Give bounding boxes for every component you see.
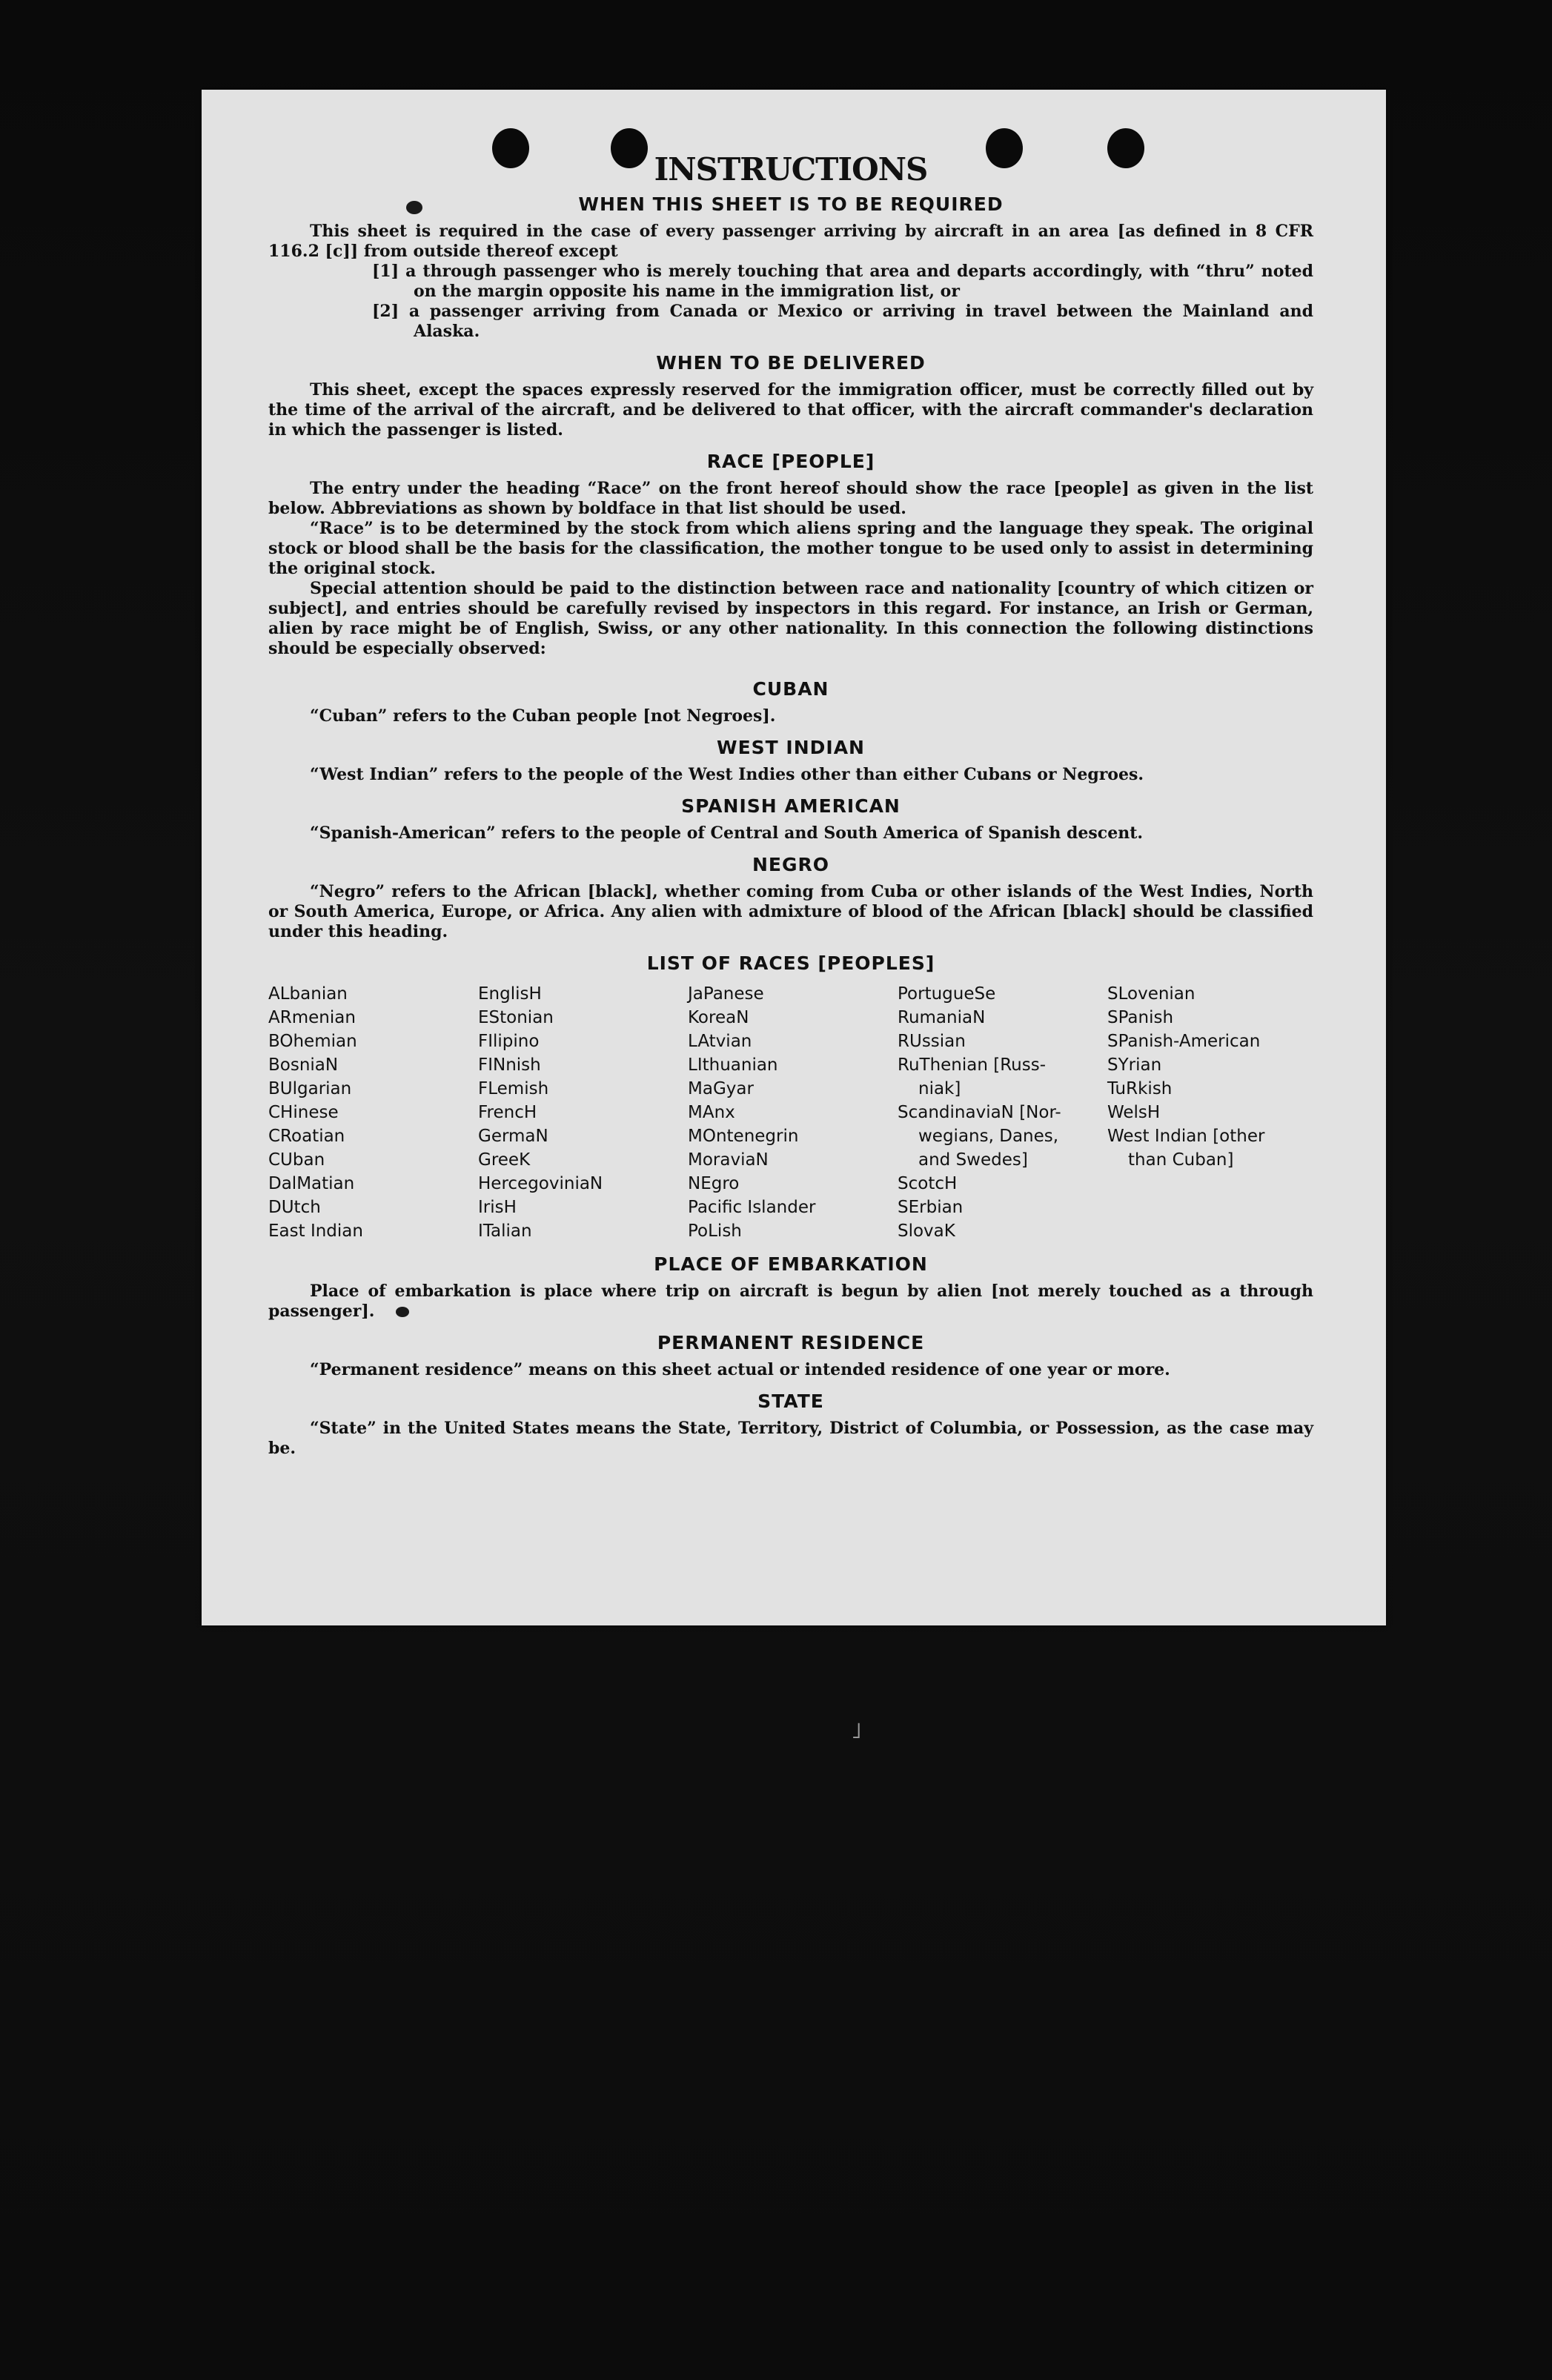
ink-smudge bbox=[406, 201, 422, 214]
race-entry: MAnx bbox=[688, 1103, 735, 1122]
scan-artifact: ˩ bbox=[851, 1718, 862, 1744]
west-indian-text: “West Indian” refers to the people of the West Indies other than either Cubans or Negroes. bbox=[310, 765, 1144, 784]
race-entry: BosniaN bbox=[268, 1055, 339, 1075]
embarkation-text: Place of embarkation is place where trip on aircraft is begun by alien [not merely touched as a through passenger]. bbox=[268, 1282, 1313, 1321]
race-entry: FIlipino bbox=[478, 1032, 540, 1051]
state-text: “State” in the United States means the State, Territory, District of Columbia, or Possession, as the case may be. bbox=[268, 1419, 1313, 1458]
heading-negro: NEGRO bbox=[752, 854, 830, 875]
heading-permanent-residence: PERMANENT RESIDENCE bbox=[657, 1332, 925, 1353]
race-entry: LAtvian bbox=[688, 1032, 752, 1051]
when-required-item-1: [1] a through passenger who is merely touching that area and departs accordingly, with “thru” noted on the margin opposite his name in the immigration list, or bbox=[372, 262, 1313, 301]
race-entry: JaPanese bbox=[688, 984, 764, 1004]
race-entry: GreeK bbox=[478, 1150, 531, 1170]
race-entry: ALbanian bbox=[268, 984, 348, 1004]
race-entry: LIthuanian bbox=[688, 1055, 778, 1075]
race-entry: DalMatian bbox=[268, 1174, 355, 1193]
heading-race: RACE [PEOPLE] bbox=[706, 451, 875, 472]
race-entry-continued: than Cuban] bbox=[1128, 1150, 1234, 1170]
race-entry: CHinese bbox=[268, 1103, 339, 1122]
race-entry: IrisH bbox=[478, 1198, 517, 1217]
race-entry: SErbian bbox=[898, 1198, 964, 1217]
race-entry: MaGyar bbox=[688, 1079, 754, 1098]
heading-when-delivered: WHEN TO BE DELIVERED bbox=[656, 352, 926, 374]
race-entry: SLovenian bbox=[1107, 984, 1195, 1004]
when-required-item-2: [2] a passenger arriving from Canada or Mexico or arriving in travel between the Mainland and Alaska. bbox=[372, 302, 1313, 341]
heading-spanish-american: SPANISH AMERICAN bbox=[681, 795, 901, 817]
race-entry-continued: and Swedes] bbox=[918, 1150, 1028, 1170]
race-entry: SPanish bbox=[1107, 1008, 1174, 1027]
race-entry: WelsH bbox=[1107, 1103, 1161, 1122]
race-entry: GermaN bbox=[478, 1127, 548, 1146]
races-column-1 bbox=[268, 982, 478, 1243]
race-entry: EnglisH bbox=[478, 984, 542, 1004]
heading-place-of-embarkation: PLACE OF EMBARKATION bbox=[654, 1253, 928, 1275]
race-entry: ScotcH bbox=[898, 1174, 958, 1193]
race-paragraph-2: “Race” is to be determined by the stock from which aliens spring and the language they speak. The original stock or blood shall be the basis for the classification, the mother tongue to be used only to assist in determining the original stock. bbox=[268, 519, 1313, 578]
races-list bbox=[268, 982, 1313, 1243]
race-entry: PortugueSe bbox=[898, 984, 996, 1004]
race-entry: EStonian bbox=[478, 1008, 554, 1027]
races-column-5 bbox=[1107, 982, 1317, 1243]
race-paragraph-3: Special attention should be paid to the distinction between race and nationality [country of which citizen or subject], and entries should be carefully revised by inspectors in this regard. For instance, an Irish or German, alien by race might be of English, Swiss, or any other nationality. In this connection the following distinctions should be especially observed: bbox=[268, 579, 1313, 658]
race-entry: Pacific Islander bbox=[688, 1198, 816, 1217]
race-entry: FLemish bbox=[478, 1079, 549, 1098]
race-entry: TuRkish bbox=[1107, 1079, 1173, 1098]
race-entry: MoraviaN bbox=[688, 1150, 769, 1170]
races-column-4 bbox=[898, 982, 1107, 1243]
race-entry: CRoatian bbox=[268, 1127, 345, 1146]
document-page bbox=[202, 90, 1386, 1625]
heading-west-indian: WEST INDIAN bbox=[717, 737, 865, 758]
race-entry: West Indian [other bbox=[1107, 1127, 1265, 1146]
race-entry: DUtch bbox=[268, 1198, 321, 1217]
race-entry: KoreaN bbox=[688, 1008, 749, 1027]
race-entry: HercegoviniaN bbox=[478, 1174, 603, 1193]
race-entry: ARmenian bbox=[268, 1008, 356, 1027]
race-entry: NEgro bbox=[688, 1174, 740, 1193]
heading-list-of-races: LIST OF RACES [PEOPLES] bbox=[646, 952, 935, 974]
heading-when-required: WHEN THIS SHEET IS TO BE REQUIRED bbox=[578, 193, 1004, 215]
heading-state: STATE bbox=[757, 1390, 824, 1412]
when-delivered-text: This sheet, except the spaces expressly reserved for the immigration officer, must be correctly filled out by the time of the arrival of the aircraft, and be delivered to that officer, with the aircraft commander's declaration in which the passenger is listed. bbox=[268, 380, 1313, 440]
page-title: INSTRUCTIONS bbox=[654, 151, 928, 188]
race-entry: FrencH bbox=[478, 1103, 537, 1122]
race-entry: PoLish bbox=[688, 1222, 742, 1241]
races-column-2 bbox=[478, 982, 688, 1243]
race-entry: ITalian bbox=[478, 1222, 532, 1241]
race-entry-continued: wegians, Danes, bbox=[918, 1127, 1059, 1146]
race-paragraph-1: The entry under the heading “Race” on the front hereof should show the race [people] as given in the list below. Abbreviations as shown by boldface in that list should be used. bbox=[268, 479, 1313, 518]
race-entry: BUlgarian bbox=[268, 1079, 352, 1098]
races-column-3 bbox=[688, 982, 898, 1243]
punch-hole bbox=[986, 128, 1023, 168]
race-entry-continued: niak] bbox=[918, 1079, 961, 1098]
punch-hole bbox=[492, 128, 529, 168]
permanent-residence-text: “Permanent residence” means on this sheet actual or intended residence of one year or more. bbox=[310, 1360, 1170, 1379]
punch-hole bbox=[1107, 128, 1144, 168]
ink-smudge bbox=[396, 1307, 409, 1317]
race-entry: RumaniaN bbox=[898, 1008, 986, 1027]
race-entry: SYrian bbox=[1107, 1055, 1162, 1075]
negro-text: “Negro” refers to the African [black], whether coming from Cuba or other islands of the West Indies, North or South America, Europe, or Africa. Any alien with admixture of blood of the African [black] should be classified under this heading. bbox=[268, 882, 1313, 941]
cuban-text: “Cuban” refers to the Cuban people [not Negroes]. bbox=[310, 706, 776, 726]
race-entry: MOntenegrin bbox=[688, 1127, 799, 1146]
race-entry: FINnish bbox=[478, 1055, 541, 1075]
punch-hole bbox=[611, 128, 648, 168]
race-entry: RUssian bbox=[898, 1032, 966, 1051]
race-entry: SlovaK bbox=[898, 1222, 955, 1241]
race-entry: CUban bbox=[268, 1150, 325, 1170]
race-entry: SPanish-American bbox=[1107, 1032, 1261, 1051]
when-required-intro: This sheet is required in the case of every passenger arriving by aircraft in an area [as defined in 8 CFR 116.2 [c]] from outside thereof except bbox=[268, 222, 1313, 261]
heading-cuban: CUBAN bbox=[752, 678, 829, 700]
race-entry: East Indian bbox=[268, 1222, 363, 1241]
spanish-american-text: “Spanish-American” refers to the people of Central and South America of Spanish descent. bbox=[310, 823, 1144, 843]
race-entry: RuThenian [Russ- bbox=[898, 1055, 1047, 1075]
race-entry: ScandinaviaN [Nor- bbox=[898, 1103, 1061, 1122]
race-entry: BOhemian bbox=[268, 1032, 357, 1051]
